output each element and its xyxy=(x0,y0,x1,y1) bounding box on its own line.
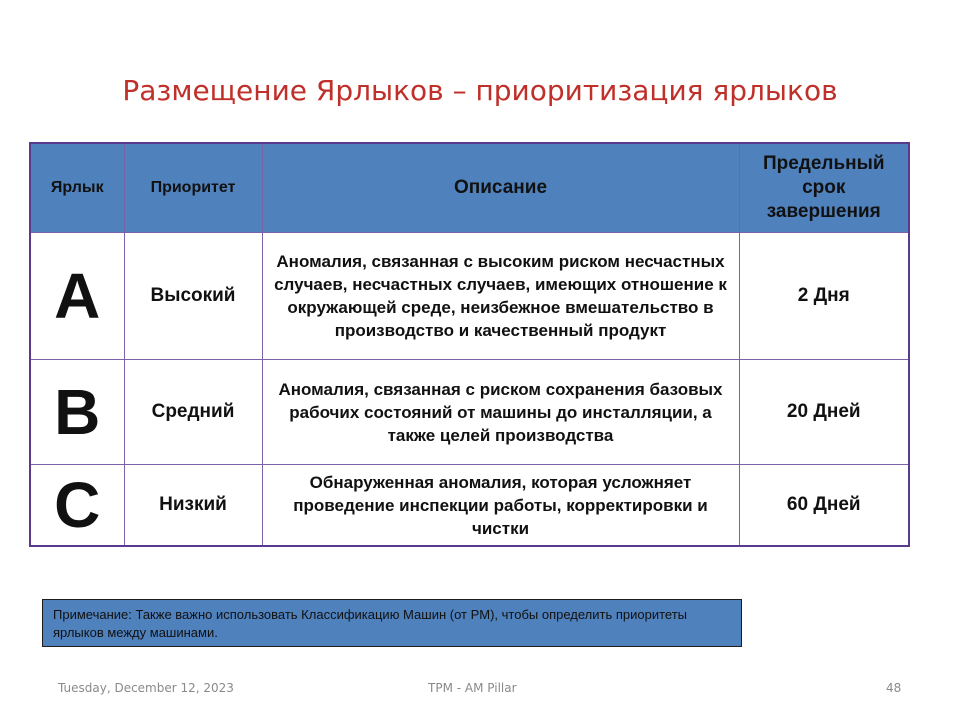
footer-date: Tuesday, December 12, 2023 xyxy=(58,681,234,695)
deadline-cell: 60 Дней xyxy=(739,465,909,547)
label-priority-table xyxy=(29,142,910,547)
header-priority: Приоритет xyxy=(124,143,262,233)
table-row xyxy=(30,465,909,547)
header-description: Описание xyxy=(262,143,739,233)
table-row xyxy=(30,233,909,360)
header-label: Ярлык xyxy=(30,143,124,233)
deadline-cell: 2 Дня xyxy=(739,233,909,360)
description-cell: Аномалия, связанная с высоким риском несчастных случаев, несчастных случаев, имеющих отношение к окружающей среде, неизбежное вмешательство в производство и качественный продукт xyxy=(262,233,739,360)
priority-cell: Низкий xyxy=(124,465,262,547)
label-letter: B xyxy=(30,360,124,465)
deadline-cell: 20 Дней xyxy=(739,360,909,465)
table-row xyxy=(30,360,909,465)
description-cell: Аномалия, связанная с риском сохранения базовых рабочих состояний от машины до инсталляции, а также целей производства xyxy=(262,360,739,465)
description-cell: Обнаруженная аномалия, которая усложняет проведение инспекции работы, корректировки и чистки xyxy=(262,465,739,547)
footer-title: TPM - AM Pillar xyxy=(428,681,517,695)
label-letter: A xyxy=(30,233,124,360)
page-number: 48 xyxy=(886,681,902,695)
header-deadline: Предельный срок завершения xyxy=(739,143,909,233)
label-letter: C xyxy=(30,465,124,547)
priority-cell: Высокий xyxy=(124,233,262,360)
priority-cell: Средний xyxy=(124,360,262,465)
slide-title: Размещение Ярлыков – приоритизация ярлыков xyxy=(122,74,838,107)
note-box: Примечание: Также важно использовать Классификацию Машин (от PM), чтобы определить приоритеты ярлыков между машинами. xyxy=(42,599,742,647)
table-header-row xyxy=(30,143,909,233)
